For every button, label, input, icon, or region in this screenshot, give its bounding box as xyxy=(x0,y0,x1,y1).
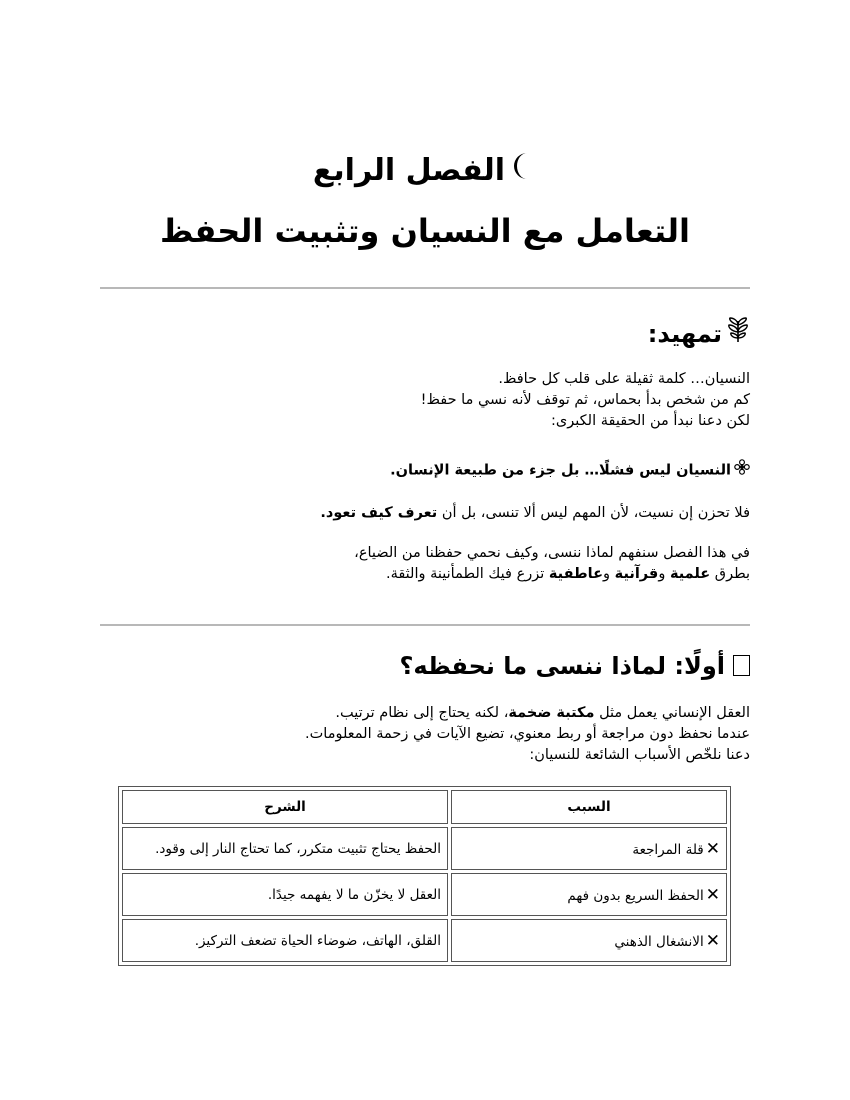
text-span: و xyxy=(603,566,615,582)
table-row xyxy=(122,873,727,916)
bold-word: علمية xyxy=(669,566,711,582)
bold-word: مكتبة ضخمة xyxy=(508,705,595,721)
key-statement xyxy=(100,459,750,482)
crescent-moon-icon xyxy=(511,151,537,193)
encourage-text: فلا تحزن إن نسيت، لأن المهم ليس ألا تنسى، بل أن xyxy=(437,505,750,521)
section-heading xyxy=(100,648,750,684)
x-mark-icon: ✕ xyxy=(705,930,720,951)
text-span: تزرع فيك الطمأنينة والثقة. xyxy=(385,566,549,582)
box-icon xyxy=(733,655,750,676)
intro-line: كم من شخص بدأ بحماس، ثم توقف لأنه نسي ما حفظ! xyxy=(420,392,750,408)
chapter-heading xyxy=(100,150,750,193)
encourage-line xyxy=(100,503,750,524)
table-row xyxy=(122,919,727,962)
chapter-intro-line xyxy=(100,564,750,585)
intro-line: النسيان… كلمة ثقيلة على قلب كل حافظ. xyxy=(498,371,750,387)
divider xyxy=(100,287,750,289)
header-explanation: الشرح xyxy=(122,790,448,824)
cause-text: الحفظ السريع بدون فهم xyxy=(567,887,704,904)
encourage-bold: تعرف كيف تعود. xyxy=(320,505,438,521)
explanation-cell: العقل لا يخزّن ما لا يفهمه جيدًا. xyxy=(122,873,448,916)
text-span: ، لكنه يحتاج إلى نظام ترتيب. xyxy=(335,705,509,721)
leaf-branch-icon xyxy=(726,317,750,353)
x-mark-icon: ✕ xyxy=(705,838,720,859)
cause-text: قلة المراجعة xyxy=(632,841,704,858)
cause-cell xyxy=(451,919,727,962)
cause-cell xyxy=(451,827,727,870)
explanation-cell: الحفظ يحتاج تثبيت متكرر، كما تحتاج النار إلى وقود. xyxy=(122,827,448,870)
chapter-title: التعامل مع النسيان وتثبيت الحفظ xyxy=(159,212,691,250)
causes-table xyxy=(118,786,731,966)
section-line: عندما نحفظ دون مراجعة أو ربط معنوي، تضيع الآيات في زحمة المعلومات. xyxy=(305,726,750,742)
intro-lines xyxy=(100,369,750,432)
text-span: بطرق xyxy=(710,566,750,582)
bold-word: عاطفية xyxy=(548,566,604,582)
intro-heading-text: تمهيد: xyxy=(647,320,722,348)
section-line: دعنا نلخّص الأسباب الشائعة للنسيان: xyxy=(529,747,750,763)
intro-heading xyxy=(100,316,750,353)
chapter-intro-line: في هذا الفصل سنفهم لماذا ننسى، وكيف نحمي حفظنا من الضياع، xyxy=(354,545,750,561)
bold-word: قرآنية xyxy=(614,566,659,582)
chapter-intro xyxy=(100,543,750,585)
chapter-label: الفصل الرابع xyxy=(312,153,506,188)
section-body xyxy=(100,703,750,766)
flower-icon xyxy=(734,459,750,482)
table-header-row xyxy=(122,790,727,824)
text-span: العقل الإنساني يعمل مثل xyxy=(594,705,750,721)
table-row xyxy=(122,827,727,870)
cause-cell xyxy=(451,873,727,916)
cause-text: الانشغال الذهني xyxy=(614,933,704,950)
header-cause: السبب xyxy=(451,790,727,824)
divider xyxy=(100,624,750,626)
x-mark-icon: ✕ xyxy=(705,884,720,905)
text-span: و xyxy=(658,566,670,582)
intro-line: لكن دعنا نبدأ من الحقيقة الكبرى: xyxy=(551,413,750,429)
section-heading-text: أولًا: لماذا ننسى ما نحفظه؟ xyxy=(399,652,725,680)
explanation-cell: القلق، الهاتف، ضوضاء الحياة تضعف التركيز. xyxy=(122,919,448,962)
key-statement-text: النسيان ليس فشلًا… بل جزء من طبيعة الإنسان. xyxy=(390,462,731,479)
section-line xyxy=(100,703,750,724)
